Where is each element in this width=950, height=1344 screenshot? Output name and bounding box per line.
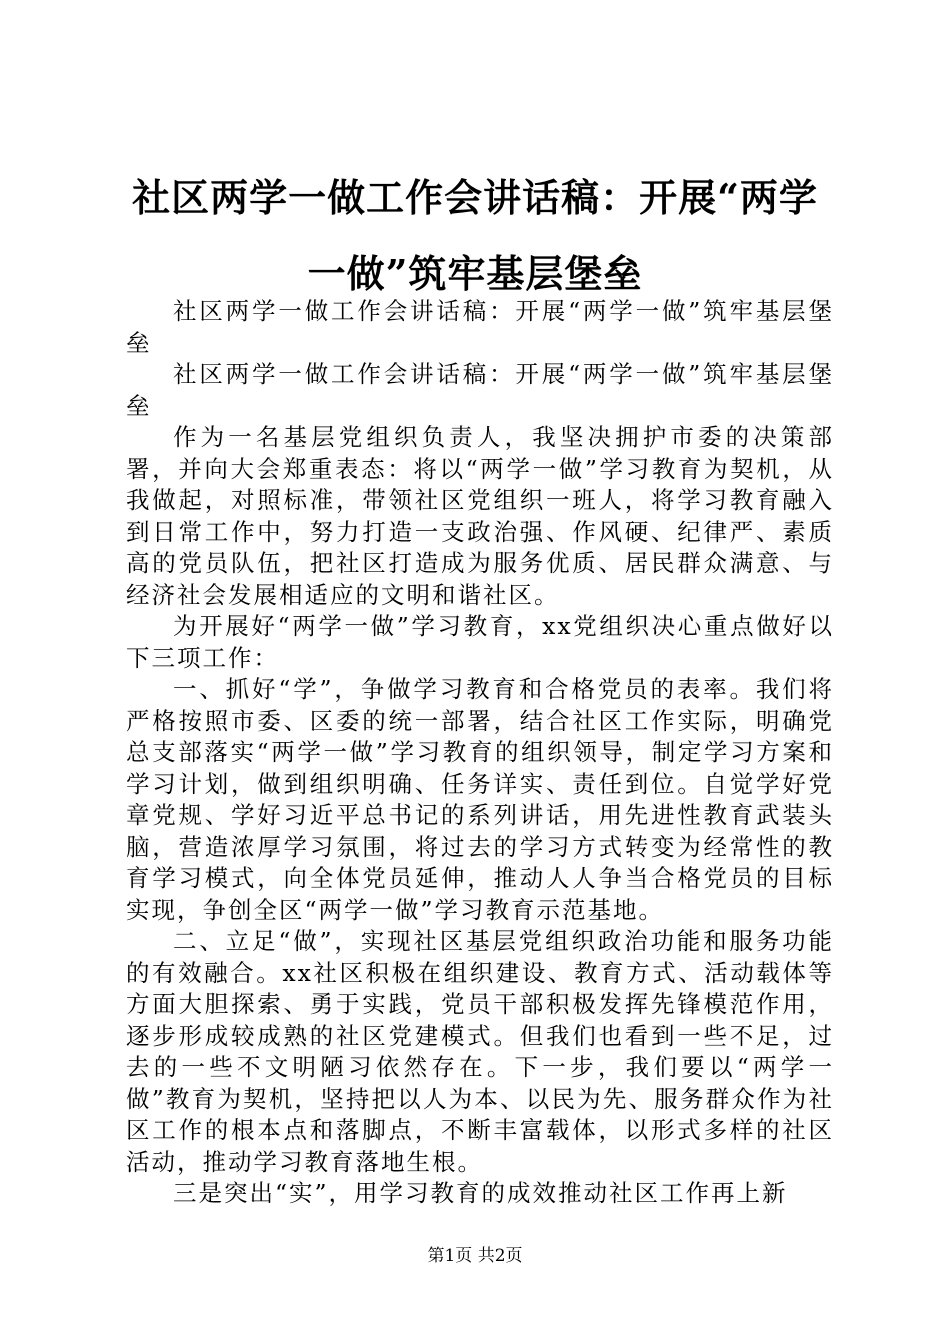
paragraph: 二、立足“做”，实现社区基层党组织政治功能和服务功能的有效融合。xx社区积极在组织建设、教育方式、活动载体等方面大胆探索、勇于实践，党员干部积极发挥先锋模范作用，逐步形成较成熟的社区党建模式。但我们也看到一些不足，过去的一些不文明陋习依然存在。下一步，我们要以“两学一做”教育为契机，坚持把以人为本、以民为先、服务群众作为社区工作的根本点和落脚点，不断丰富载体，以形式多样的社区活动，推动学习教育落地生根。 [126,927,834,1176]
paragraph: 社区两学一做工作会讲话稿：开展“两学一做”筑牢基层堡垒 [126,360,834,420]
paragraph: 作为一名基层党组织负责人，我坚决拥护市委的决策部署，并向大会郑重表态：将以“两学一做”学习教育为契机，从我做起，对照标准，带领社区党组织一班人，将学习教育融入到日常工作中，努力打造一支政治强、作风硬、纪律严、素质高的党员队伍，把社区打造成为服务优质、居民群众满意、与经济社会发展相适应的文明和谐社区。 [126,423,834,609]
document-title: 社区两学一做工作会讲话稿：开展“两学一做”筑牢基层堡垒 [132,175,818,296]
paragraph: 三是突出“实”，用学习教育的成效推动社区工作再上新 [173,1179,788,1207]
document-body [126,296,834,1210]
paragraph: 一、抓好“学”，争做学习教育和合格党员的表率。我们将严格按照市委、区委的统一部署，结合社区工作实际，明确党总支部落实“两学一做”学习教育的组织领导，制定学习方案和学习计划，做到组织明确、任务详实、责任到位。自觉学好党章党规、学好习近平总书记的系列讲话，用先进性教育武装头脑，营造浓厚学习氛围，将过去的学习方式转变为经常性的教育学习模式，向全体党员延伸，推动人人争当合格党员的目标实现，争创全区“两学一做”学习教育示范基地。 [126,675,834,924]
page-footer: 第1页 共2页 [427,1246,523,1266]
paragraph: 为开展好“两学一做”学习教育，xx党组织决心重点做好以下三项工作： [126,612,834,672]
paragraph: 社区两学一做工作会讲话稿：开展“两学一做”筑牢基层堡垒 [126,297,834,357]
